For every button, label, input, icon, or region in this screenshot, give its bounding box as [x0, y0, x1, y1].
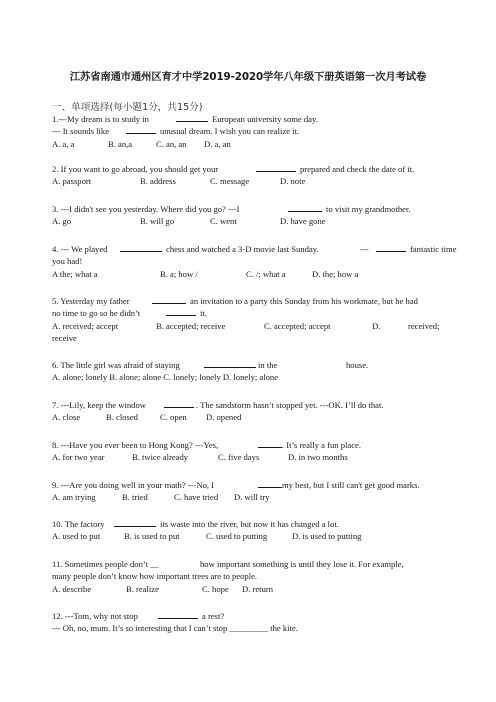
q1-stem-part1: 1.---My dream is to study in: [52, 114, 149, 124]
q11-option-c: C. hope: [202, 583, 229, 594]
q10-option-b: B. is used to put: [124, 531, 180, 542]
q11-stem-part2: how important something is until they lose it. For example,: [200, 559, 404, 569]
q2-stem-part2: prepared and check the date of it.: [300, 164, 415, 174]
q4-blank-1: [120, 242, 162, 252]
q2-option-b: B. address: [140, 176, 176, 187]
q1-option-c: C. an, an: [156, 138, 187, 149]
q8-option-d: D. in two months: [288, 452, 348, 463]
q7-blank: [164, 398, 194, 408]
q10-option-c: C. used to putting: [206, 531, 268, 542]
question-10: [52, 518, 450, 543]
q12-stem-part2: a rest?: [202, 611, 225, 621]
q11-stem-part1: 11. Sometimes people don’t __: [52, 559, 159, 569]
q4-stem-part1: 4. --- We played: [52, 244, 108, 254]
q4-option-a: A the; what a: [52, 268, 98, 279]
q4-stem-line2: you had!: [52, 256, 83, 267]
q12-stem-part1: 12. ---Tom, why not stop: [52, 611, 138, 621]
q12-blank-1: [158, 609, 198, 619]
q4-stem-part2: chess and watched a 3-D movie last Sunday.: [166, 244, 319, 254]
question-5: [52, 295, 450, 345]
q1-blank-2: [126, 124, 156, 134]
question-9: [52, 479, 450, 504]
q10-option-d: D. is used to putting: [292, 531, 362, 542]
question-6: [52, 359, 450, 384]
q7-option-d: D. opened: [206, 412, 242, 423]
q4-stem-part4: fantastic time: [410, 244, 457, 254]
q8-stem-part1: 8. ---Have you ever been to Hong Kong? ---Yes,: [52, 440, 219, 450]
q5-option-c: C. accepted; accept: [264, 320, 331, 331]
question-2: [52, 163, 450, 188]
question-3: [52, 203, 450, 228]
question-8: [52, 439, 450, 464]
q6-stem-part3: house.: [346, 360, 369, 370]
q1-option-b: B. an,a: [108, 138, 133, 149]
q9-option-d: D. will try: [234, 492, 270, 503]
section-heading: 一、单项选择(每小题1分，共15分): [52, 102, 203, 113]
q9-blank: [258, 478, 282, 488]
q2-stem-part1: 2. If you want to go abroad, you should get your: [52, 164, 219, 174]
q5-stem-part1: 5. Yesterday my father: [52, 296, 130, 306]
q11-option-b: B. realize: [126, 583, 159, 594]
question-4: [52, 243, 457, 280]
q8-stem-part2: . It’s really a fun place.: [282, 440, 361, 450]
q1-blank-1: [176, 112, 208, 122]
q3-option-c: C. went: [210, 216, 237, 227]
q4-option-c: C. /; what a: [246, 268, 286, 279]
q5-stem-line2-part1: no time to go so he didn’t: [52, 308, 141, 319]
q2-option-d: D. note: [280, 176, 306, 187]
q10-stem-part1: 10. The factory: [52, 519, 105, 529]
q2-option-a: A. passport: [52, 176, 92, 187]
q3-option-a: A. go: [52, 216, 72, 227]
q3-blank: [288, 202, 322, 212]
q5-stem-part2: an invitation to a party this Sunday from his workmate, but he had: [190, 296, 418, 306]
q1-reply-part2: unusual dream. I wish you can realize it.: [160, 126, 300, 137]
q11-option-a: A. describe: [52, 583, 92, 594]
q1-reply-part1: --- It sounds like: [52, 126, 110, 137]
q8-option-c: C. five days: [218, 452, 260, 463]
q5-option-d-tail: receive: [52, 333, 77, 344]
q5-option-d-text: received;: [408, 320, 440, 331]
q8-option-a: A. for two year: [52, 452, 105, 463]
q3-option-d: D. have gone: [280, 216, 326, 227]
q5-option-a: A. received; accept: [52, 320, 119, 331]
q6-stem-part1: 6. The little girl was afraid of staying: [52, 360, 180, 370]
q5-blank-1: [152, 294, 186, 304]
q3-option-b: B. will go: [140, 216, 175, 227]
q1-stem-part2: European university some day.: [212, 114, 318, 124]
q4-option-d: D. the; how a: [312, 268, 359, 279]
q1-option-d: D. a, an: [204, 138, 231, 149]
q11-option-d: D. return: [242, 583, 274, 594]
q7-option-b: B. closed: [106, 412, 138, 423]
q10-blank: [114, 517, 156, 527]
question-12: [52, 610, 450, 635]
q7-stem-part2: . The sandstorm hasn’t stopped yet. ---OK. I’ll do that.: [196, 400, 384, 410]
q5-option-b: B. accepted; receive: [156, 320, 226, 331]
q6-blank-1: [204, 358, 256, 368]
q4-stem-part3: ---: [360, 244, 369, 254]
q12-stem-line2: --- Oh, no, mum. It’s so interesting that I can’t stop _________ the kite.: [52, 623, 298, 634]
q9-option-c: C. have tried: [174, 492, 219, 503]
exam-title: 江苏省南通市通州区育才中学2019-2020学年八年级下册英语第一次月考试卷: [69, 71, 427, 83]
q3-stem-part2: to visit my grandmother.: [326, 204, 411, 214]
question-11: [52, 558, 450, 595]
q5-option-d-letter: D.: [372, 320, 381, 331]
q9-option-b: B. tried: [122, 492, 148, 503]
q7-option-a: A. close: [52, 412, 81, 423]
q7-option-c: C. open: [160, 412, 187, 423]
q9-stem-part2: my best, but I still can't get good marks.: [282, 480, 420, 490]
q9-option-a: A. am trying: [52, 492, 96, 503]
q9-stem-part1: 9. ---Are you doing well in your math? ---No, I: [52, 480, 215, 490]
q4-blank-2: [376, 242, 406, 252]
q11-stem-line2: many people don’t know how important trees are to people.: [52, 571, 258, 582]
q8-option-b: B. twice already: [132, 452, 189, 463]
q2-option-c: C. message: [210, 176, 250, 187]
q1-option-a: A. a, a: [52, 138, 75, 149]
q6-options: A. alone; lonely B. alone; alone C. lonely; lonely D. lonely; alone: [52, 372, 279, 383]
q6-stem-part2: in the: [258, 360, 278, 370]
q5-blank-2: [166, 306, 196, 316]
q5-stem-line2-part2: it.: [200, 308, 207, 319]
q10-stem-part2: its waste into the river, but now it has changed a lot.: [160, 519, 339, 529]
q4-option-b: B. a; how /: [160, 268, 198, 279]
question-1: [52, 113, 450, 150]
q7-stem-part1: 7. ---Lily, keep the window: [52, 400, 146, 410]
q8-blank: [258, 438, 282, 448]
q10-option-a: A. used to put: [52, 531, 101, 542]
question-7: [52, 399, 450, 424]
q3-stem-part1: 3. ---I didn't see you yesterday. Where did you go? ---I: [52, 204, 240, 214]
q2-blank: [256, 162, 296, 172]
